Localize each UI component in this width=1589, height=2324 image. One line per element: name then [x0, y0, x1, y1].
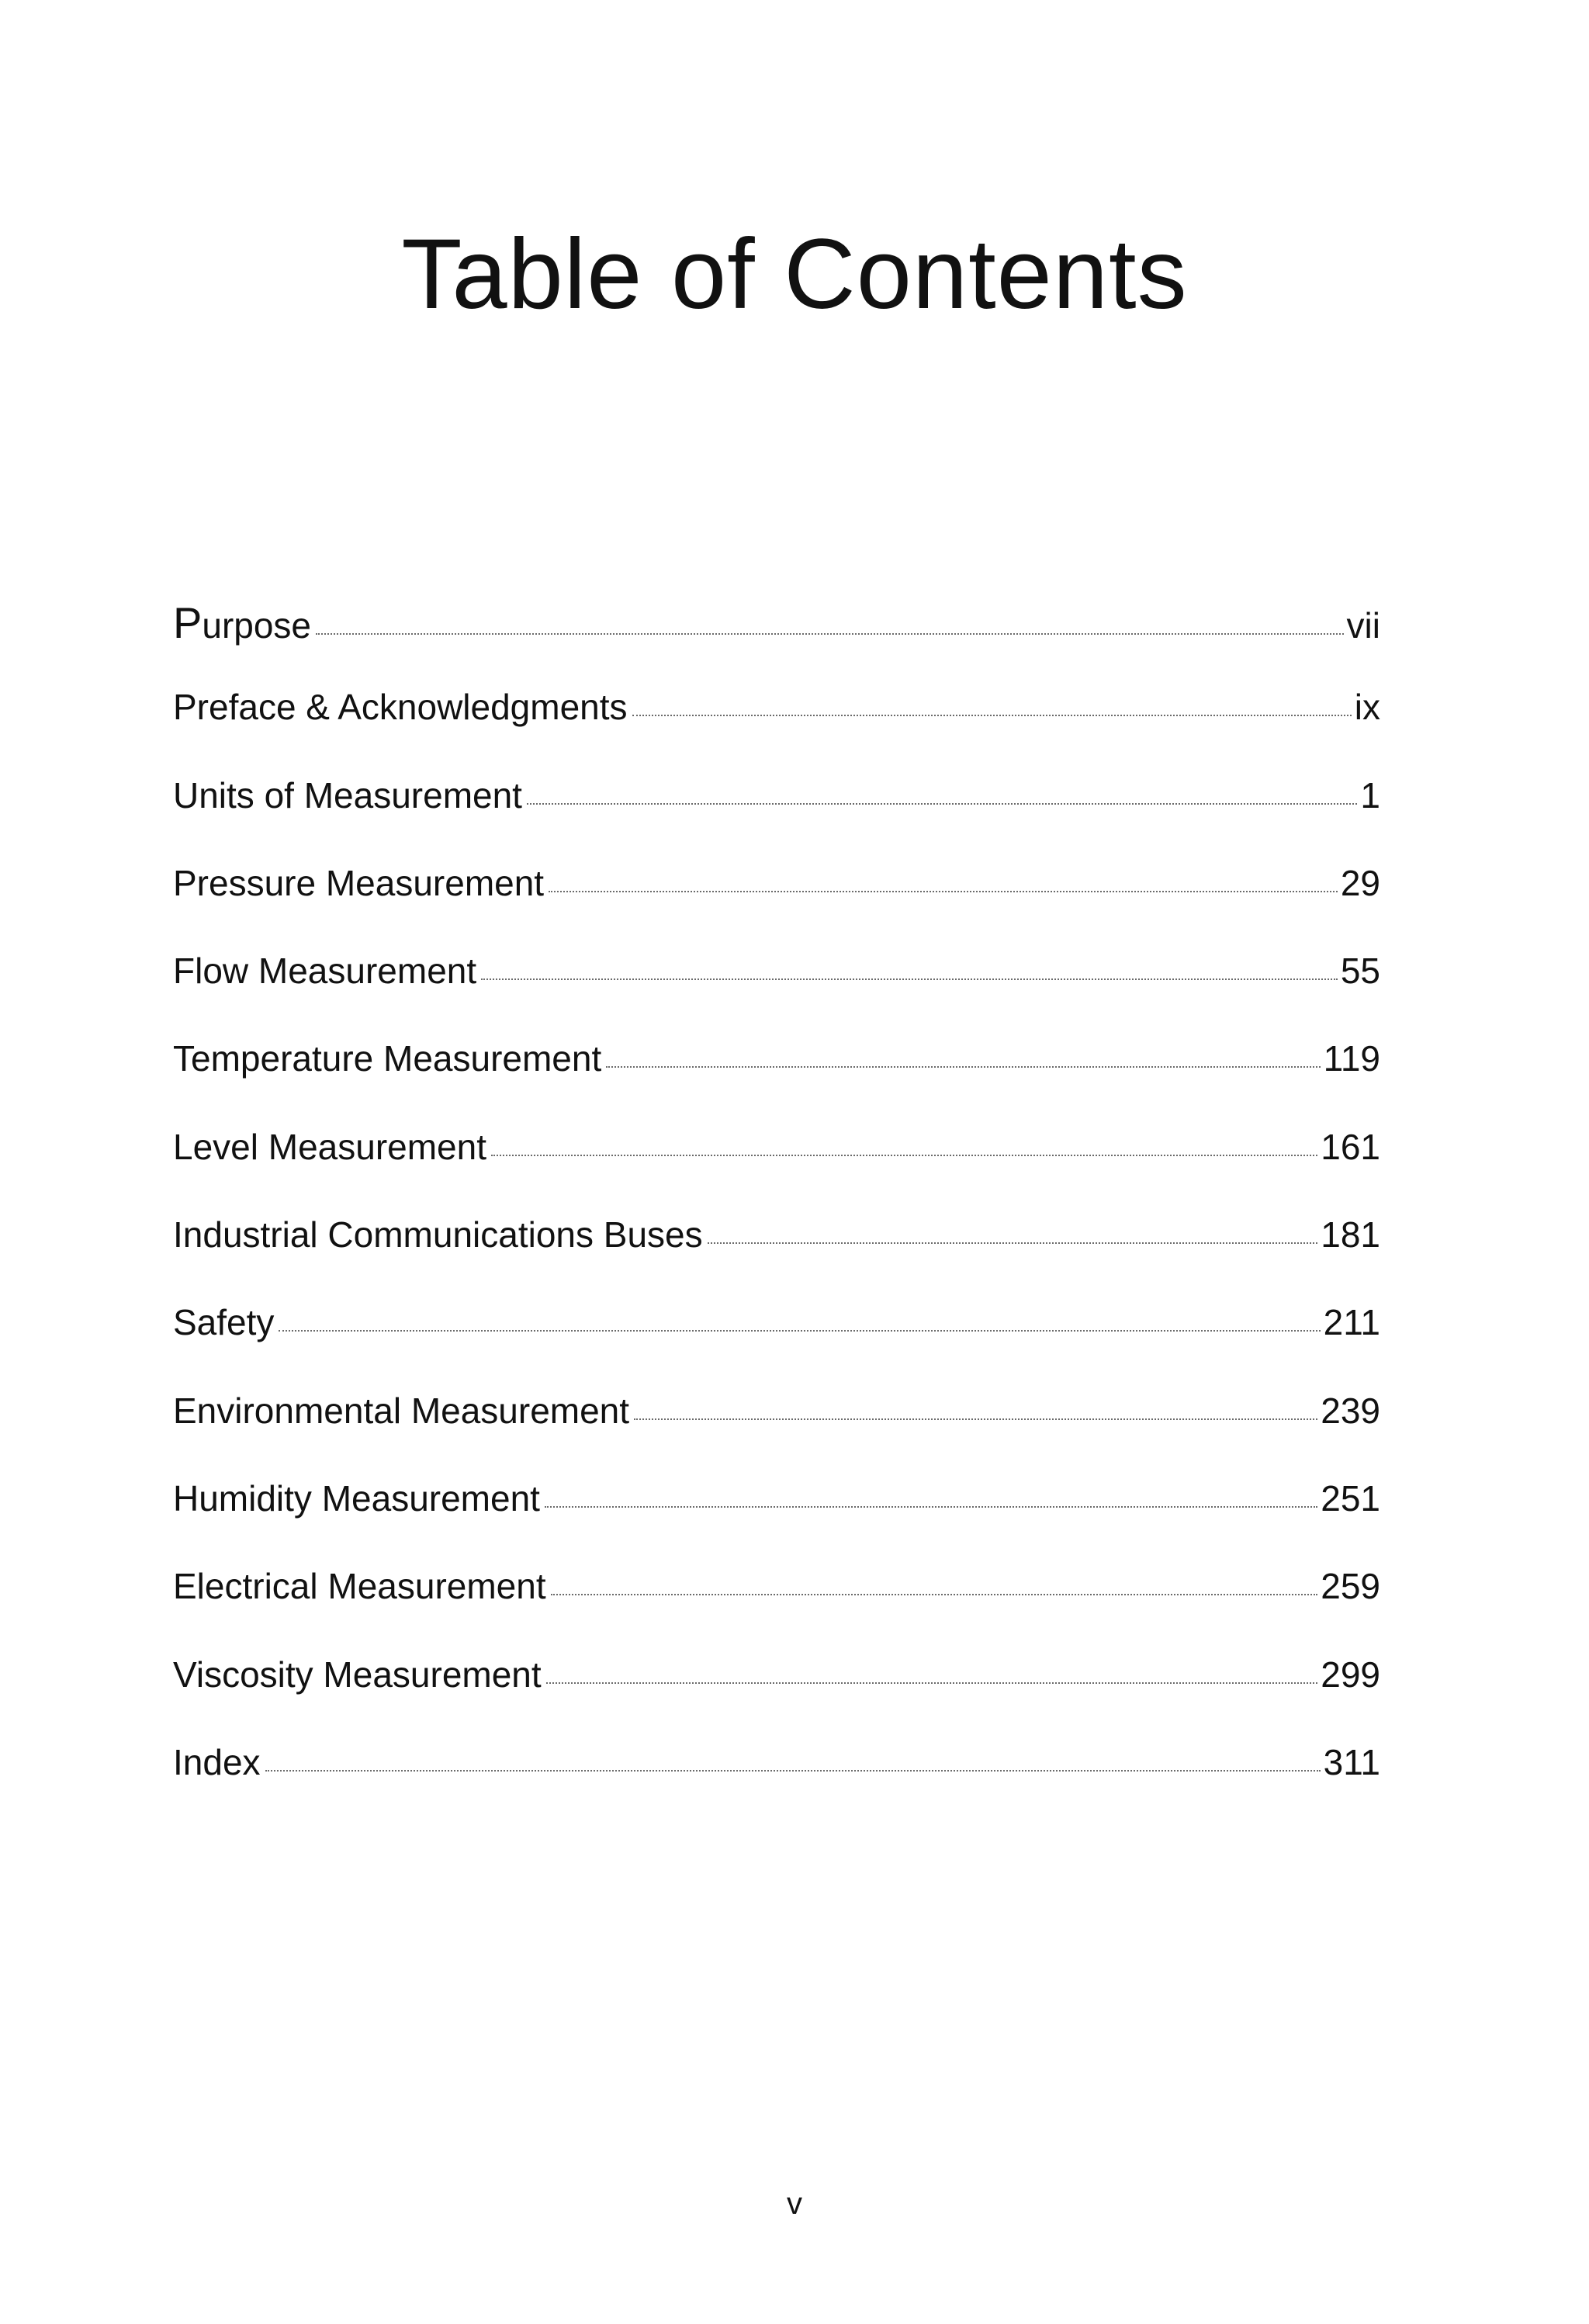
- toc-entry-page: 119: [1323, 1038, 1380, 1079]
- dot-leader: [279, 1330, 1320, 1332]
- toc-entry-page: 251: [1321, 1477, 1380, 1519]
- dot-leader: [634, 1418, 1317, 1420]
- dot-leader: [546, 1682, 1318, 1684]
- toc-entry-label: Environmental Measurement: [173, 1390, 630, 1431]
- toc-entry[interactable]: [173, 1654, 1380, 1744]
- dot-leader: [708, 1242, 1318, 1244]
- dot-leader: [491, 1155, 1317, 1156]
- toc-entry-label: Humidity Measurement: [173, 1477, 540, 1519]
- toc-entry-page: 259: [1321, 1566, 1380, 1607]
- toc-entry[interactable]: [173, 689, 1380, 777]
- toc-entry[interactable]: [173, 1568, 1380, 1656]
- dot-leader: [481, 978, 1338, 980]
- dot-leader: [265, 1770, 1321, 1772]
- toc-entry-page: vii: [1346, 605, 1380, 646]
- toc-entry-page: ix: [1354, 687, 1380, 728]
- toc-entry-label: Pressure Measurement: [173, 862, 545, 903]
- toc-entry[interactable]: [173, 774, 1380, 865]
- toc-entry[interactable]: [173, 1304, 1380, 1392]
- toc-entry-label: Temperature Measurement: [173, 1038, 602, 1079]
- toc-entry-label: Index: [173, 1741, 261, 1782]
- toc-entry-label: Units of Measurement: [173, 774, 522, 816]
- toc-entry-page: 239: [1321, 1390, 1380, 1431]
- toc-entry-page: 311: [1323, 1741, 1380, 1782]
- toc-entry-page: 211: [1323, 1302, 1380, 1343]
- toc-entry-label: Flow Measurement: [173, 951, 477, 992]
- dot-leader: [549, 891, 1338, 892]
- toc-entry-page: 181: [1321, 1214, 1380, 1256]
- dot-leader: [606, 1066, 1320, 1068]
- page-title: Table of Contents: [401, 219, 1188, 330]
- toc-entry-page: 299: [1321, 1654, 1380, 1695]
- toc-entry-page: 29: [1340, 862, 1380, 903]
- page-number: v: [787, 2187, 802, 2221]
- toc-entry[interactable]: [173, 1741, 1380, 1832]
- toc-entry-label: Industrial Communications Buses: [173, 1214, 703, 1256]
- toc-entry-page: 1: [1360, 774, 1380, 816]
- dot-leader: [545, 1506, 1317, 1508]
- toc-entry[interactable]: [173, 1038, 1380, 1128]
- toc-entry-label: Level Measurement: [173, 1126, 486, 1167]
- toc-entry-page: 161: [1321, 1126, 1380, 1167]
- toc-entry-label: Safety: [173, 1302, 275, 1343]
- toc-entry-page: 55: [1340, 951, 1380, 992]
- toc-entry-label: Electrical Measurement: [173, 1566, 546, 1607]
- dot-leader: [551, 1594, 1318, 1595]
- toc-entry[interactable]: [173, 1477, 1380, 1568]
- dot-leader: [632, 715, 1352, 716]
- dot-leader: [316, 633, 1344, 635]
- toc-list: [173, 598, 1380, 1832]
- toc-entry-label: Preface & Acknowledgments: [173, 687, 628, 728]
- toc-entry[interactable]: [173, 598, 1380, 689]
- toc-entry[interactable]: [173, 1390, 1380, 1481]
- toc-entry[interactable]: [173, 1214, 1380, 1304]
- dot-leader: [527, 803, 1357, 805]
- toc-entry[interactable]: [173, 1126, 1380, 1217]
- toc-entry-label: Viscosity Measurement: [173, 1654, 542, 1695]
- toc-entry-label: Purpose: [173, 598, 312, 647]
- toc-entry[interactable]: [173, 953, 1380, 1041]
- toc-entry[interactable]: [173, 862, 1380, 953]
